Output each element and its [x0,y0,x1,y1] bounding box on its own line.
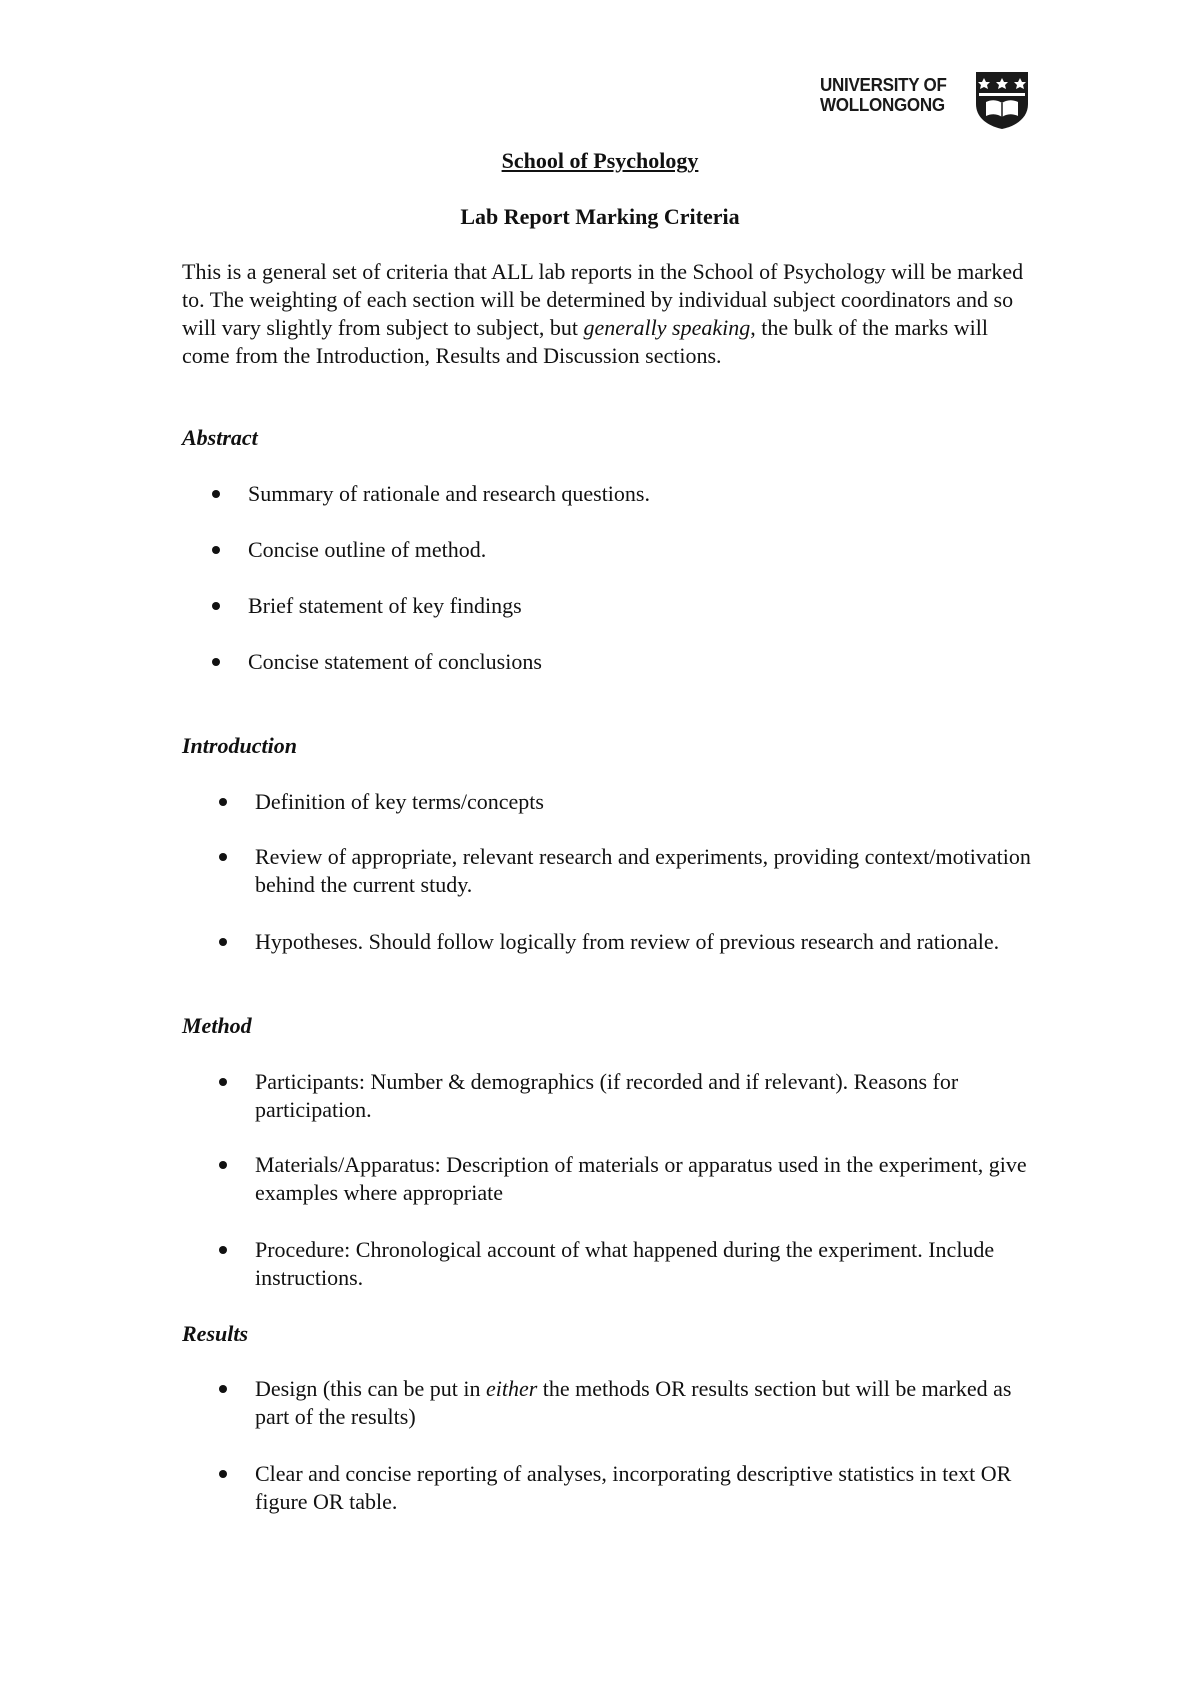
bullet-icon [219,1470,227,1478]
bullet-icon [219,1246,227,1254]
intro-paragraph [182,258,1032,370]
intro-text-1: This is a general set of criteria that ALL lab reports in the School of Psychology will be marked to. The weighting of each section will be determined by individual subject coordinators and so will vary slightly from subject to subject, but [182,259,1024,340]
bullet-icon [219,938,227,946]
bullet-icon [219,853,227,861]
bullet-icon [212,490,220,498]
list-item-text: Concise statement of conclusions [248,649,542,674]
introduction-heading: Introduction [182,733,297,758]
bullet-icon [219,1161,227,1169]
bullet-icon [219,798,227,806]
document-title: Lab Report Marking Criteria [460,204,740,229]
results-heading: Results [182,1321,249,1346]
intro-text-2: , the bulk of the marks will come from the Introduction, Results and Discussion sections. [182,315,988,368]
abstract-heading: Abstract [182,425,258,450]
logo-line-1: UNIVERSITY OF [820,74,947,95]
list-item-text [255,1375,1035,1431]
list-item-text: Summary of rationale and research questions. [248,481,650,506]
list-item-text: Review of appropriate, relevant research and experiments, providing context/motivation behind the current study. [255,844,1031,897]
bullet-icon [212,602,220,610]
list-item-text: Concise outline of method. [248,537,487,562]
logo-line-2: WOLLONGONG [820,94,945,115]
list-item-text: Materials/Apparatus: Description of materials or apparatus used in the experiment, give examples where appropriate [255,1152,1027,1205]
list-item-text: Definition of key terms/concepts [255,789,544,814]
list-item-text: Procedure: Chronological account of what happened during the experiment. Include instructions. [255,1237,995,1290]
method-heading: Method [182,1013,252,1038]
list-item-text: Hypotheses. Should follow logically from review of previous research and rationale. [255,929,1000,954]
design-text-1: Design (this can be put in [255,1376,486,1401]
bullet-icon [212,546,220,554]
bullet-icon [219,1078,227,1086]
bullet-icon [219,1385,227,1393]
list-item-text: Brief statement of key findings [248,593,522,618]
crest-icon [974,70,1030,130]
list-item-text: Participants: Number & demographics (if recorded and if relevant). Reasons for participation. [255,1069,959,1122]
list-item-text: Clear and concise reporting of analyses, incorporating descriptive statistics in text OR figure OR table. [255,1461,1012,1514]
intro-emphasis: generally speaking [583,315,751,340]
school-title: School of Psychology [501,148,699,173]
logo-wordmark [820,75,958,115]
university-logo [820,70,1032,130]
design-emphasis: either [485,1376,538,1401]
design-text-2: the methods OR results section but will be marked as part of the results) [255,1376,1012,1429]
bullet-icon [212,658,220,666]
